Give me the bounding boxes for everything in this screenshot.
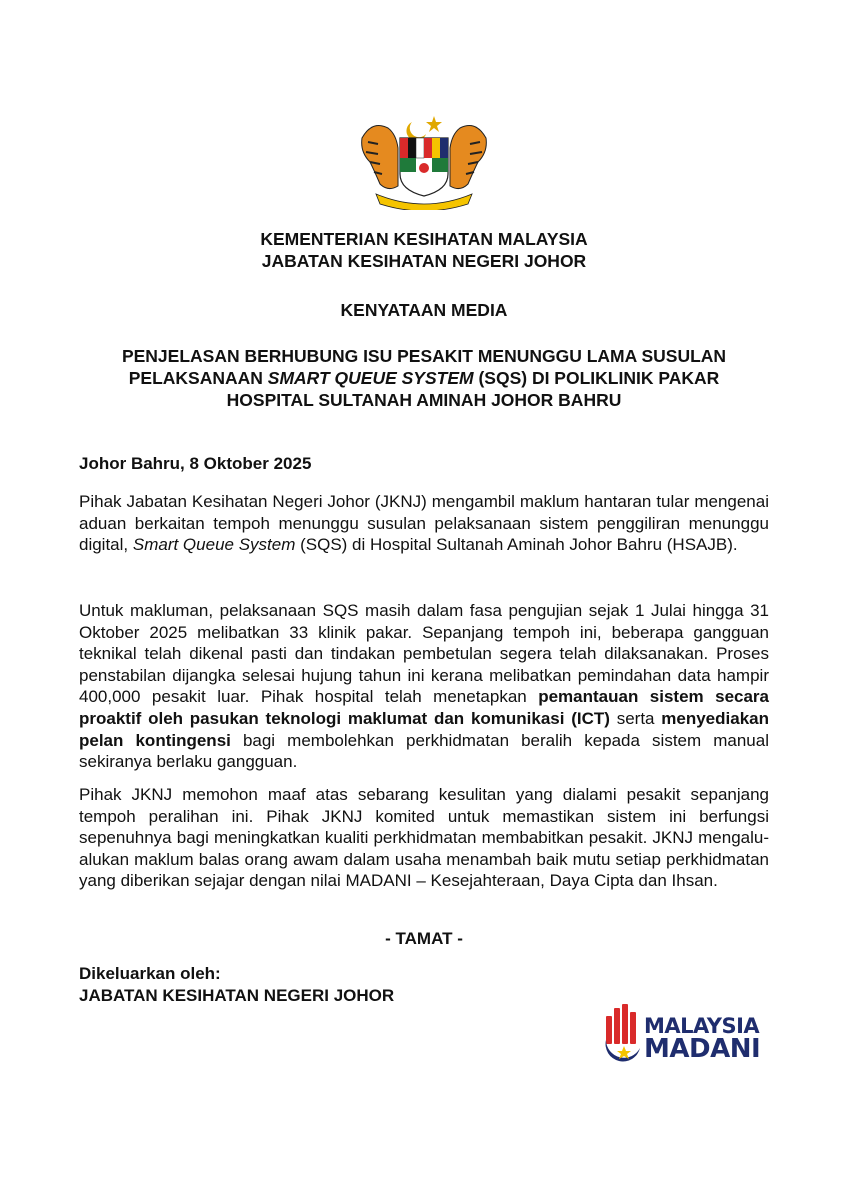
ministry-name: KEMENTERIAN KESIHATAN MALAYSIA <box>260 229 588 249</box>
statement-title <box>0 345 848 411</box>
end-marker: - TAMAT - <box>385 929 463 948</box>
madani-line-1: MALAYSIA <box>644 1014 760 1038</box>
issued-by-block <box>79 963 394 1007</box>
dateline: Johor Bahru, 8 Oktober 2025 <box>79 454 312 473</box>
madani-line-2: MADANI <box>644 1034 761 1064</box>
department-name: JABATAN KESIHATAN NEGERI JOHOR <box>261 251 587 271</box>
paragraph-3: Pihak JKNJ memohon maaf atas sebarang kesulitan yang dialami pesakit sepanjang tempoh peralihan ini. Pihak JKNJ komited untuk memastikan sistem ini berfungsi sepenuhnya bagi meningkatkan kualiti perkhidmatan membabitkan pesakit. JKNJ mengalu-alukan maklum balas orang awam dalam usaha menambah baik mutu setiap perkhidmatan yang diberikan sejajar dengan nilai MADANI – Kesejahteraan, Daya Cipta dan Ihsan. <box>79 785 769 891</box>
madani-emblem-icon <box>600 1000 650 1070</box>
issued-by-label: Dikeluarkan oleh: <box>79 964 221 983</box>
coat-of-arms-icon <box>354 108 494 210</box>
title-line-2: PELAKSANAAN SMART QUEUE SYSTEM (SQS) DI POLIKLINIK PAKAR <box>128 368 720 388</box>
title-line-1: PENJELASAN BERHUBUNG ISU PESAKIT MENUNGGU LAMA SUSULAN <box>121 346 727 366</box>
paragraph-1: Pihak Jabatan Kesihatan Negeri Johor (JKNJ) mengambil maklum hantaran tular mengenai aduan berkaitan tempoh menunggu susulan pelaksanaan sistem penggiliran menunggu digital, Smart Queue System (SQS) di Hospital Sultanah Aminah Johor Bahru (HSAJB). <box>79 492 769 555</box>
issued-by-name: JABATAN KESIHATAN NEGERI JOHOR <box>79 986 395 1005</box>
paragraph-2: Untuk makluman, pelaksanaan SQS masih dalam fasa pengujian sejak 1 Julai hingga 31 Oktober 2025 melibatkan 33 klinik pakar. Sepanjang tempoh ini, beberapa gangguan teknikal telah dikenal pasti dan tindakan pembetulan segera telah dilaksanakan. Proses penstabilan dijangka selesai hujung tahun ini kerana melibatkan pemindahan data hampir 400,000 pesakit luar. Pihak hospital telah menetapkan pemantauan sistem secara proaktif oleh pasukan teknologi maklumat dan komunikasi (ICT) serta menyediakan pelan kontingensi bagi membolehkan perkhidmatan beralih kepada sistem manual sekiranya berlaku gangguan. <box>79 601 769 772</box>
title-line-3: HOSPITAL SULTANAH AMINAH JOHOR BAHRU <box>226 390 622 410</box>
malaysia-madani-logo <box>600 1000 770 1070</box>
document-type: KENYATAAN MEDIA <box>340 300 508 320</box>
